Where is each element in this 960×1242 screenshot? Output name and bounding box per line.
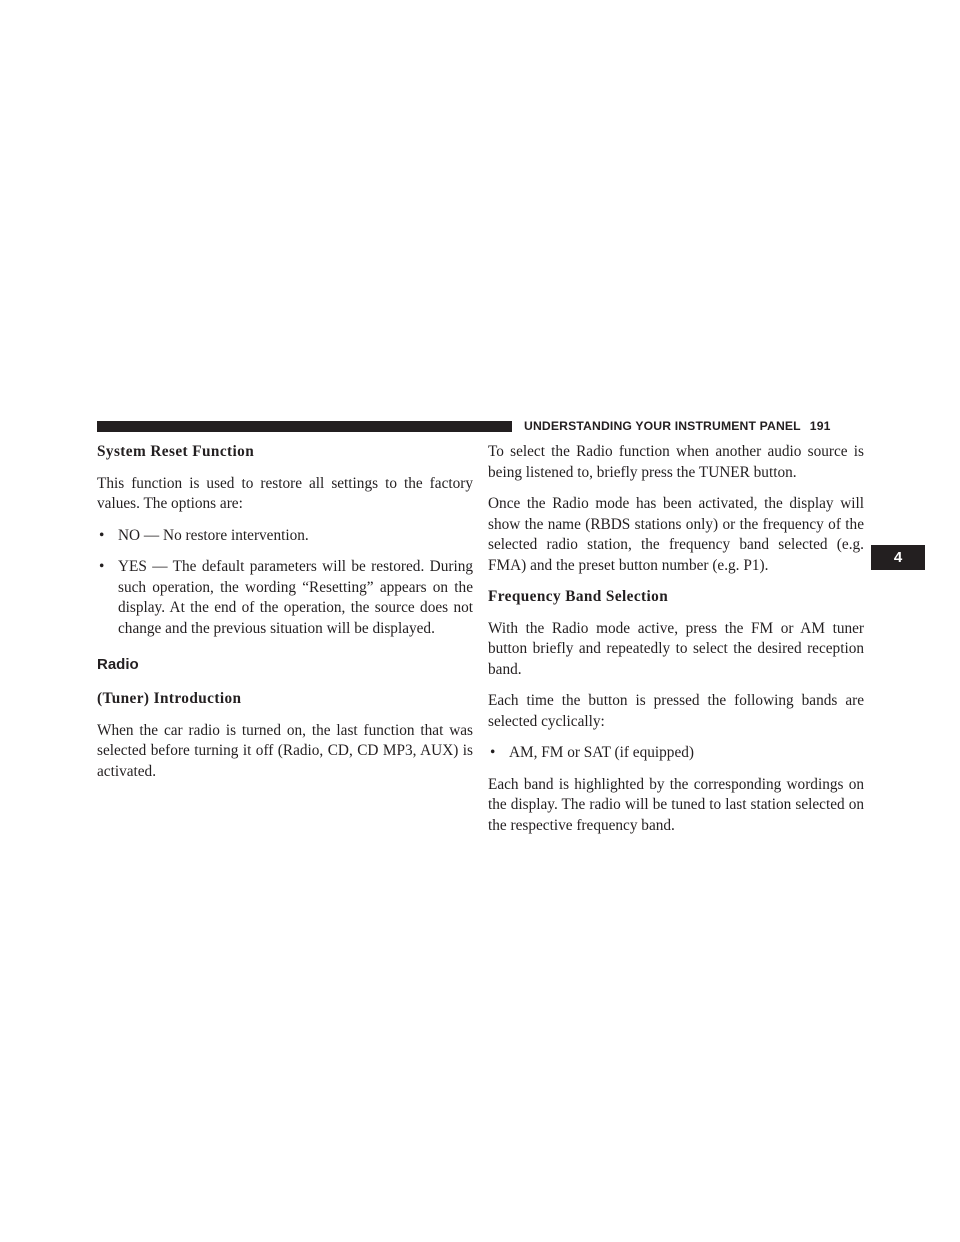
running-header — [524, 418, 864, 435]
bullet-bands — [488, 743, 864, 764]
system-reset-heading: System Reset Function — [97, 443, 255, 460]
cyclic-text: Each time the button is pressed the following bands are selected cyclically: — [488, 692, 864, 730]
right-column — [488, 442, 864, 836]
bullet-yes-text: YES — The default parameters will be restored. During such operation, the wording “Resetting” appears on the display. At the end of the operation, the source does not change and the previous situation will be displayed. — [118, 558, 473, 637]
bullet-yes — [97, 557, 473, 639]
tuner-heading: (Tuner) Introduction — [97, 690, 242, 707]
bullet-dot: • — [99, 558, 105, 575]
section-title: UNDERSTANDING YOUR INSTRUMENT PANEL — [524, 419, 801, 433]
system-reset-intro: This function is used to restore all settings to the factory values. The options are: — [97, 474, 473, 512]
radio-mode-text: Once the Radio mode has been activated, the display will show the name (RBDS stations only) or the frequency of the selected radio station, the frequency band selected (e.g. FMA) and the preset button number (e.g. P1). — [488, 495, 864, 574]
chapter-tab: 4 — [871, 545, 925, 570]
band-heading: Frequency Band Selection — [488, 588, 669, 605]
radio-heading: Radio — [97, 656, 139, 673]
left-column — [97, 442, 473, 782]
bullet-bands-text: AM, FM or SAT (if equipped) — [509, 744, 694, 761]
bullet-dot: • — [490, 744, 496, 761]
bullet-no — [97, 526, 473, 547]
band-text: With the Radio mode active, press the FM or AM tuner button briefly and repeatedly to select the desired reception band. — [488, 619, 864, 678]
header-rule — [97, 421, 512, 432]
page-number: 191 — [809, 419, 831, 433]
bullet-dot: • — [99, 526, 105, 544]
highlight-text: Each band is highlighted by the corresponding wordings on the display. The radio will be tuned to last station selected on the respective frequency band. — [488, 775, 864, 834]
select-radio-text: To select the Radio function when another audio source is being listened to, briefly press the TUNER button. — [488, 443, 864, 481]
bullet-no-text: NO — No restore intervention. — [118, 526, 309, 544]
tuner-text: When the car radio is turned on, the last function that was selected before turning it off (Radio, CD, CD MP3, AUX) is activated. — [97, 721, 473, 780]
